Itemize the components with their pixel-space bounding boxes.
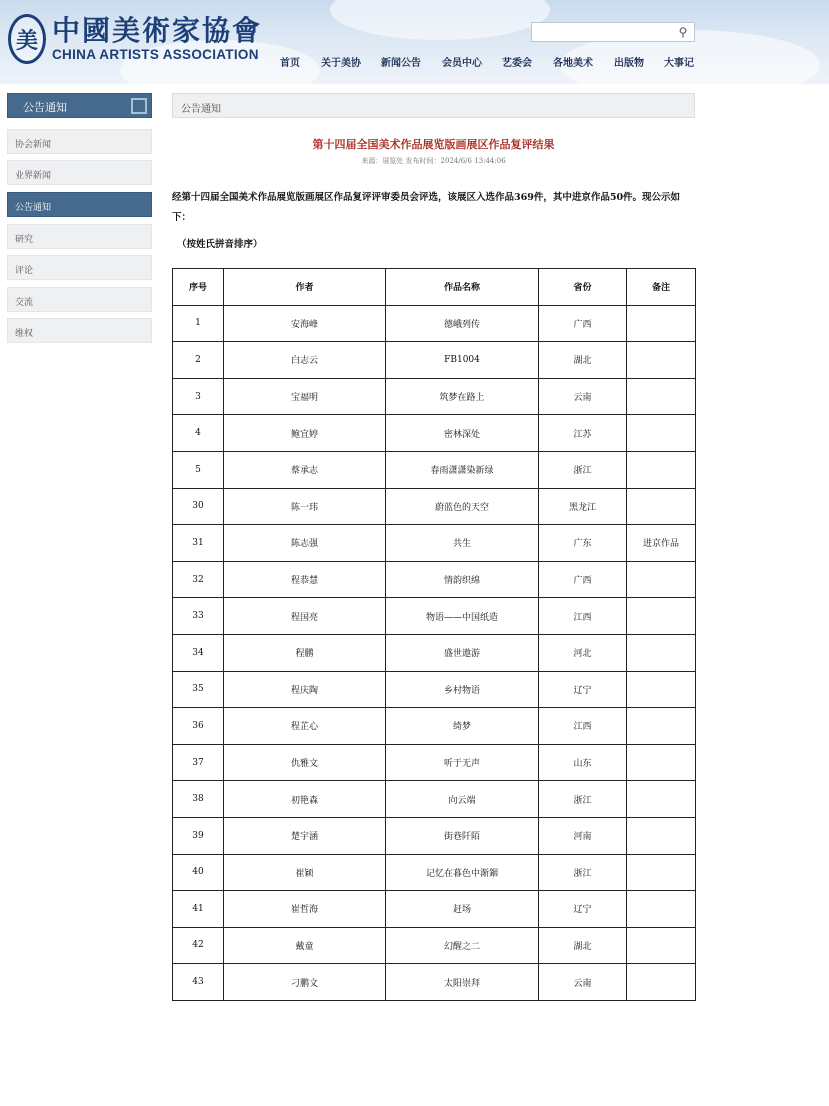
cell-remark [627,964,696,1001]
site-logo[interactable] [8,14,262,64]
cell-index: 35 [173,671,224,708]
table-body [173,305,696,1000]
cell-remark [627,927,696,964]
cell-province: 广西 [539,561,627,598]
cell-title: 赶场 [386,891,539,928]
cell-province: 浙江 [539,781,627,818]
cell-index: 38 [173,781,224,818]
cell-author: 戴童 [224,927,386,964]
cell-remark [627,634,696,671]
results-table [172,268,696,1001]
table-row [173,415,696,452]
table-row [173,927,696,964]
col-header-title: 作品名称 [386,269,539,306]
table-row [173,525,696,562]
col-header-index: 序号 [173,269,224,306]
nav-about[interactable]: 关于美协 [321,58,361,69]
cell-province: 辽宁 [539,671,627,708]
cell-province: 江西 [539,708,627,745]
cell-title: 德峨列传 [386,305,539,342]
cell-index: 40 [173,854,224,891]
table-row [173,598,696,635]
cell-province: 黑龙江 [539,488,627,525]
cell-index: 33 [173,598,224,635]
cell-author: 初艳森 [224,781,386,818]
cell-remark [627,598,696,635]
ornament-icon [131,98,147,114]
cell-title: 筑梦在路上 [386,378,539,415]
cell-remark [627,781,696,818]
table-row [173,451,696,488]
nav-regional[interactable]: 各地美术 [553,58,593,69]
cell-province: 湖北 [539,342,627,379]
cell-title: 太阳崇拜 [386,964,539,1001]
header-cloud [330,0,550,40]
cell-province: 云南 [539,378,627,415]
cell-title: 情韵织绵 [386,561,539,598]
sort-note: （按姓氏拼音排序） [177,239,263,250]
cell-title: 向云端 [386,781,539,818]
cell-author: 程鹏 [224,634,386,671]
cell-author: 程芷心 [224,708,386,745]
cell-remark [627,891,696,928]
logo-chinese-name: 中國美術家協會 [52,14,263,47]
nav-art-committee[interactable]: 艺委会 [502,58,532,69]
cell-remark [627,817,696,854]
article-meta: 来源：展览处 发布时间：2024/6/6 13:44:06 [361,157,506,165]
cell-author: 安海峰 [224,305,386,342]
table-row [173,561,696,598]
cell-province: 山东 [539,744,627,781]
cell-remark [627,854,696,891]
cell-index: 36 [173,708,224,745]
search-input[interactable] [532,26,672,44]
cell-title: 蔚蓝色的天空 [386,488,539,525]
cell-index: 39 [173,817,224,854]
cell-author: 陈一玮 [224,488,386,525]
table-row [173,342,696,379]
cell-index: 43 [173,964,224,1001]
sidebar-title [7,93,152,118]
table-row [173,305,696,342]
cell-remark: 进京作品 [627,525,696,562]
cell-index: 42 [173,927,224,964]
section-header [172,93,695,118]
table-row [173,634,696,671]
site-header [0,0,829,84]
table-header-row [173,269,696,306]
cell-title: 盛世遨游 [386,634,539,671]
section-title: 公告通知 [181,104,221,115]
nav-home[interactable]: 首页 [280,58,300,69]
sidebar-item-industry-news[interactable]: 业界新闻 [7,160,152,185]
table-row [173,671,696,708]
cell-index: 37 [173,744,224,781]
cell-title: FB1004 [386,342,539,379]
cell-title: 春雨潇潇染新绿 [386,451,539,488]
cell-remark [627,305,696,342]
cell-province: 广西 [539,305,627,342]
col-header-author: 作者 [224,269,386,306]
cell-index: 2 [173,342,224,379]
cell-index: 30 [173,488,224,525]
sidebar-title-text: 公告通知 [23,101,67,114]
cell-author: 刁鹏文 [224,964,386,1001]
table-row [173,781,696,818]
cell-title: 听于无声 [386,744,539,781]
cell-index: 1 [173,305,224,342]
sidebar-item-rights[interactable]: 维权 [7,318,152,343]
cell-province: 江苏 [539,415,627,452]
cell-province: 云南 [539,964,627,1001]
cell-title: 记忆在暮色中渐銦 [386,854,539,891]
cell-remark [627,342,696,379]
cell-index: 41 [173,891,224,928]
cell-province: 江西 [539,598,627,635]
nav-publications[interactable]: 出版物 [614,58,644,69]
table-row [173,854,696,891]
sidebar-item-association-news[interactable]: 协会新闻 [7,129,152,154]
cell-province: 河南 [539,817,627,854]
cell-province: 湖北 [539,927,627,964]
logo-text [52,15,262,63]
cell-index: 4 [173,415,224,452]
nav-members[interactable]: 会员中心 [442,58,482,69]
cell-index: 3 [173,378,224,415]
search-box [531,22,695,42]
cell-remark [627,378,696,415]
table-row [173,378,696,415]
cell-index: 34 [173,634,224,671]
cell-author: 崔颖 [224,854,386,891]
cell-author: 仇雅文 [224,744,386,781]
cell-remark [627,744,696,781]
cell-title: 密林深处 [386,415,539,452]
logo-emblem-icon: 美 [8,14,46,64]
cell-author: 白志云 [224,342,386,379]
col-header-province: 省份 [539,269,627,306]
cell-index: 5 [173,451,224,488]
table-row [173,708,696,745]
logo-english-name: CHINA ARTISTS ASSOCIATION [52,47,259,62]
cell-title: 乡村物语 [386,671,539,708]
sidebar-item-research[interactable]: 研究 [7,224,152,249]
search-icon[interactable]: ⚲ [678,25,688,39]
cell-index: 32 [173,561,224,598]
cell-author: 宝福明 [224,378,386,415]
cell-author: 程恭慧 [224,561,386,598]
table-row [173,891,696,928]
table-row [173,744,696,781]
cell-author: 程庆陶 [224,671,386,708]
sidebar-item-reviews[interactable]: 评论 [7,255,152,280]
table-row [173,817,696,854]
cell-remark [627,488,696,525]
nav-chronicle[interactable]: 大事记 [664,58,694,69]
cell-author: 蔡承志 [224,451,386,488]
cell-remark [627,415,696,452]
cell-remark [627,708,696,745]
cell-province: 浙江 [539,451,627,488]
cell-author: 崔哲海 [224,891,386,928]
cell-author: 陈志强 [224,525,386,562]
cell-author: 程国亮 [224,598,386,635]
cell-title: 幻醒之二 [386,927,539,964]
cell-author: 鲍宜婷 [224,415,386,452]
table-row [173,488,696,525]
cell-province: 河北 [539,634,627,671]
cell-title: 共生 [386,525,539,562]
cell-title: 绮梦 [386,708,539,745]
cell-title: 物语——中国纸造 [386,598,539,635]
article-body: 经第十四届全国美术作品展览版画展区作品复评评审委员会评选，该展区入选作品369件，其中进京作品50件。现公示如下： [172,192,681,223]
cell-index: 31 [173,525,224,562]
cell-remark [627,561,696,598]
sidebar-item-exchange[interactable]: 交流 [7,287,152,312]
cell-title: 街巷阡陌 [386,817,539,854]
col-header-remark: 备注 [627,269,696,306]
cell-remark [627,451,696,488]
cell-province: 浙江 [539,854,627,891]
table-row [173,964,696,1001]
cell-author: 楚宇涵 [224,817,386,854]
cell-province: 辽宁 [539,891,627,928]
sidebar-item-announcements[interactable]: 公告通知 [7,192,152,217]
cell-remark [627,671,696,708]
article-title: 第十四届全国美术作品展览版画展区作品复评结果 [312,138,555,151]
cell-province: 广东 [539,525,627,562]
nav-news[interactable]: 新闻公告 [381,58,421,69]
